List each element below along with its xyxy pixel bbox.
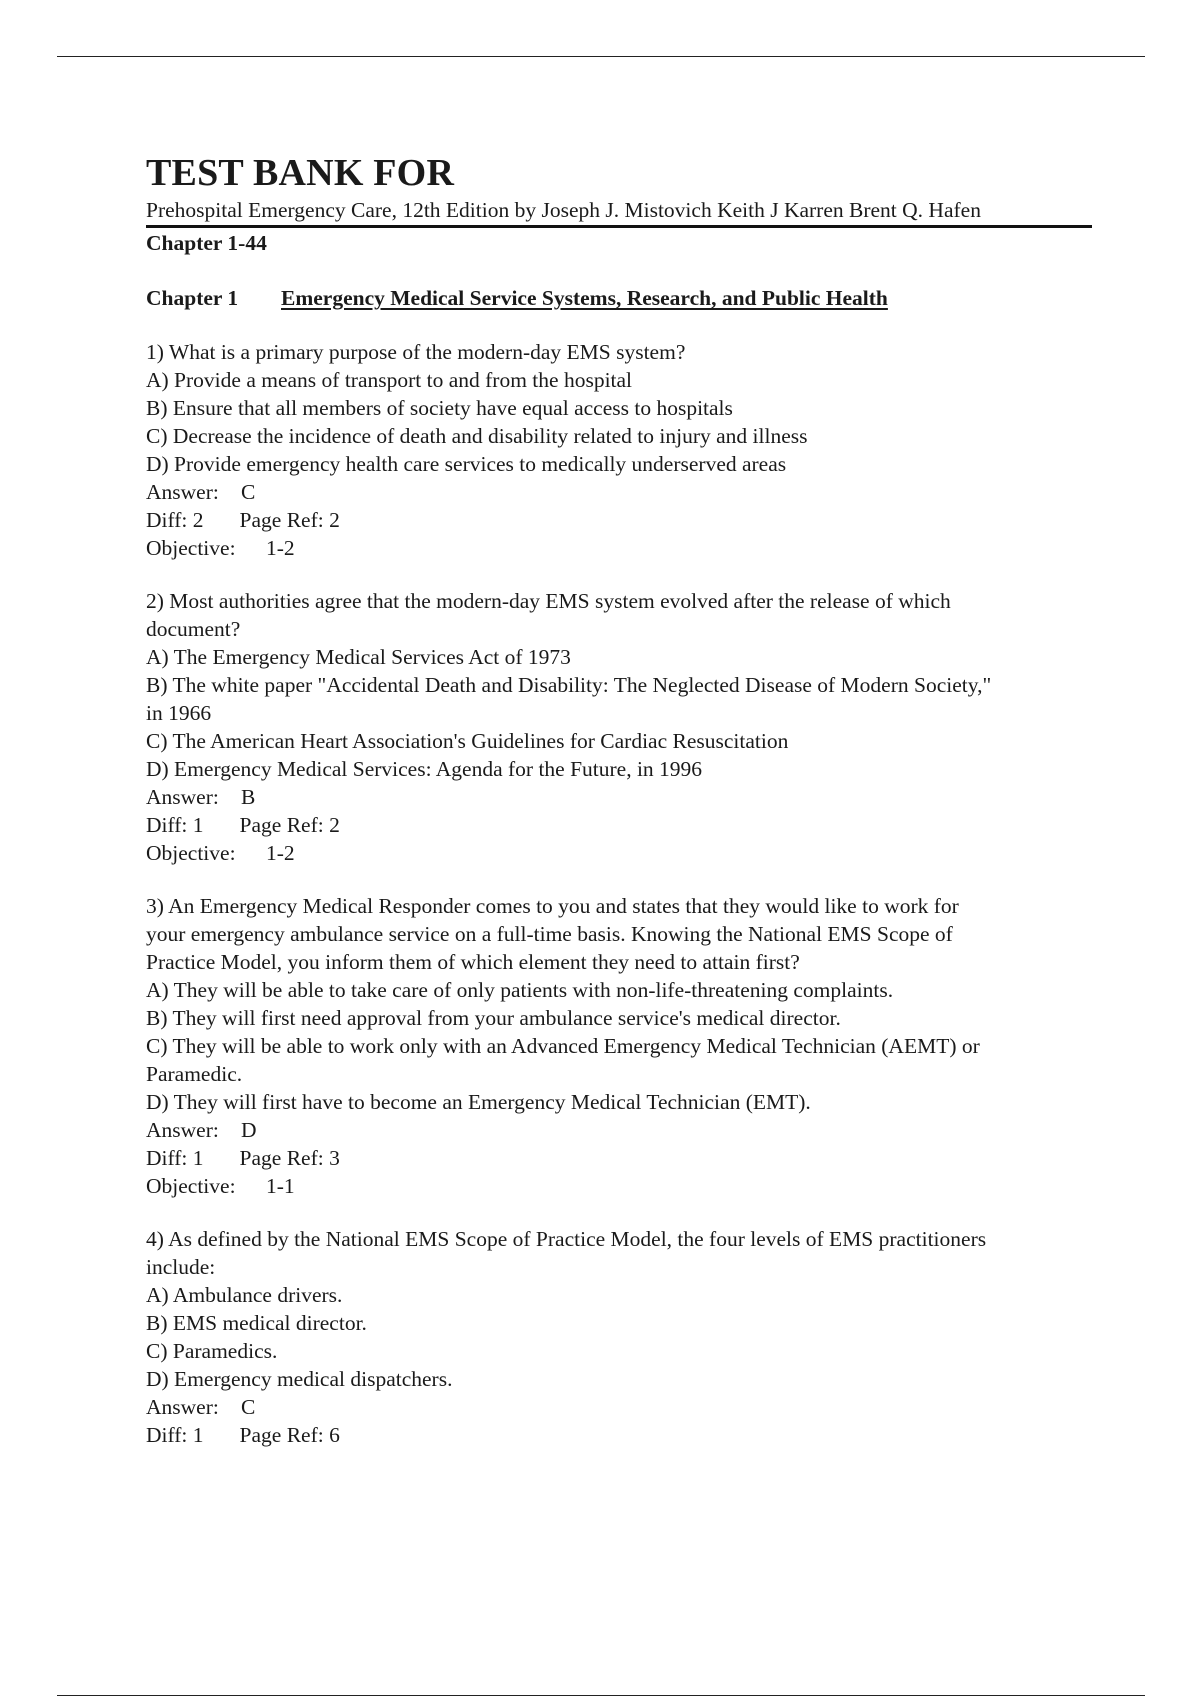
objective-line [146, 534, 1092, 562]
diff-label: Diff: [146, 1423, 188, 1447]
answer-option-line: A) Provide a means of transport to and from the hospital [146, 368, 633, 392]
page-ref-value: 2 [329, 813, 340, 837]
diff-value: 1 [192, 1423, 204, 1447]
difficulty-line [146, 811, 1092, 839]
document-title: TEST BANK FOR [146, 152, 455, 194]
question-block [146, 1225, 1092, 1449]
objective-value: 1-2 [266, 841, 295, 865]
answer-option-line: C) Decrease the incidence of death and disability related to injury and illness [146, 424, 808, 448]
answer-option-line: B) Ensure that all members of society have equal access to hospitals [146, 396, 733, 420]
difficulty-line [146, 506, 1092, 534]
objective-value: 1-2 [266, 536, 295, 560]
page-ref-label: Page Ref: [239, 813, 324, 837]
question-list [146, 338, 1092, 1449]
answer-option-line: Paramedic. [146, 1062, 243, 1086]
question-stem-line: your emergency ambulance service on a full-time basis. Knowing the National EMS Scope of [146, 922, 953, 946]
answer-value: C [241, 480, 256, 504]
question-stem-line: 2) Most authorities agree that the modern-day EMS system evolved after the release of which [146, 589, 951, 613]
objective-label: Objective: [146, 536, 236, 560]
answer-option-line: B) They will first need approval from your ambulance service's medical director. [146, 1006, 841, 1030]
answer-option-line: A) Ambulance drivers. [146, 1283, 343, 1307]
question-block [146, 587, 1092, 867]
document-page [146, 150, 1092, 1449]
answer-value: B [241, 785, 256, 809]
book-subtitle: Prehospital Emergency Care, 12th Edition by Joseph J. Mistovich Keith J Karren Brent Q. Hafen [146, 196, 1092, 228]
question-stem-line: Practice Model, you inform them of which element they need to attain first? [146, 950, 800, 974]
answer-option-line: D) Emergency medical dispatchers. [146, 1367, 453, 1391]
objective-line [146, 839, 1092, 867]
answer-line [146, 1116, 1092, 1144]
page-ref-label: Page Ref: [239, 1146, 324, 1170]
question-block [146, 338, 1092, 562]
chapter-name: Emergency Medical Service Systems, Research, and Public Health [281, 286, 888, 310]
diff-value: 2 [192, 508, 204, 532]
answer-option-line: B) EMS medical director. [146, 1311, 367, 1335]
question-stem-line: 1) What is a primary purpose of the modern-day EMS system? [146, 340, 686, 364]
question-stem-line: include: [146, 1255, 216, 1279]
answer-label: Answer: [146, 1118, 219, 1142]
difficulty-line [146, 1144, 1092, 1172]
objective-label: Objective: [146, 1174, 236, 1198]
footer-rule [57, 1695, 1145, 1696]
answer-label: Answer: [146, 1395, 219, 1419]
diff-value: 1 [192, 1146, 204, 1170]
diff-value: 1 [192, 813, 204, 837]
answer-line [146, 1393, 1092, 1421]
chapters-range: Chapter 1-44 [146, 231, 267, 255]
question-stem-line: document? [146, 617, 241, 641]
chapter-heading [146, 283, 1092, 313]
page-ref-label: Page Ref: [239, 1423, 324, 1447]
answer-option-line: A) The Emergency Medical Services Act of 1973 [146, 645, 571, 669]
answer-option-line: C) They will be able to work only with an Advanced Emergency Medical Technician (AEMT) or [146, 1034, 980, 1058]
objective-value: 1-1 [266, 1174, 295, 1198]
diff-label: Diff: [146, 1146, 188, 1170]
diff-label: Diff: [146, 508, 188, 532]
answer-line [146, 478, 1092, 506]
header-rule [57, 56, 1145, 57]
answer-option-line: D) They will first have to become an Emergency Medical Technician (EMT). [146, 1090, 811, 1114]
answer-option-line: C) The American Heart Association's Guidelines for Cardiac Resuscitation [146, 729, 789, 753]
page-ref-value: 3 [329, 1146, 340, 1170]
answer-label: Answer: [146, 480, 219, 504]
page-ref-label: Page Ref: [239, 508, 324, 532]
diff-label: Diff: [146, 813, 188, 837]
answer-value: C [241, 1395, 256, 1419]
answer-option-line: D) Emergency Medical Services: Agenda for the Future, in 1996 [146, 757, 703, 781]
page-ref-value: 6 [329, 1423, 340, 1447]
question-stem-line: 4) As defined by the National EMS Scope of Practice Model, the four levels of EMS practitioners [146, 1227, 987, 1251]
answer-option-line: C) Paramedics. [146, 1339, 278, 1363]
chapter-number: Chapter 1 [146, 286, 239, 310]
answer-option-line: B) The white paper "Accidental Death and Disability: The Neglected Disease of Modern Society," [146, 673, 992, 697]
page-ref-value: 2 [329, 508, 340, 532]
answer-option-line: in 1966 [146, 701, 212, 725]
question-stem-line: 3) An Emergency Medical Responder comes to you and states that they would like to work for [146, 894, 959, 918]
answer-value: D [241, 1118, 257, 1142]
objective-label: Objective: [146, 841, 236, 865]
answer-option-line: A) They will be able to take care of only patients with non-life-threatening complaints. [146, 978, 894, 1002]
question-block [146, 892, 1092, 1200]
answer-label: Answer: [146, 785, 219, 809]
answer-option-line: D) Provide emergency health care services to medically underserved areas [146, 452, 787, 476]
objective-line [146, 1172, 1092, 1200]
difficulty-line [146, 1421, 1092, 1449]
answer-line [146, 783, 1092, 811]
